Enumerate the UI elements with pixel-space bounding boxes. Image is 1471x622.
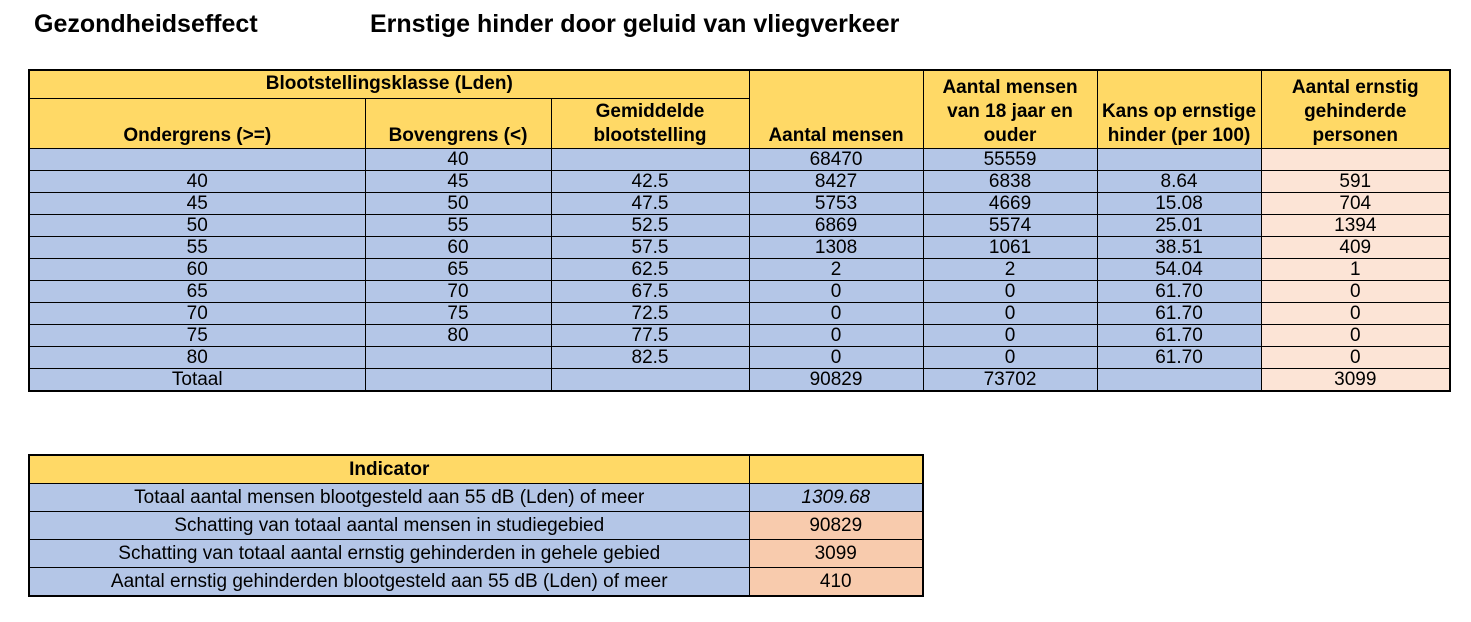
cell-gemiddelde (551, 148, 749, 170)
cell-ondergrens: 65 (29, 280, 365, 302)
cell-ondergrens: 75 (29, 324, 365, 346)
cell-gemiddelde: 72.5 (551, 302, 749, 324)
cell-ondergrens: 55 (29, 236, 365, 258)
cell-aantal18: 0 (923, 346, 1097, 368)
cell-gemiddelde: 57.5 (551, 236, 749, 258)
table-row (29, 324, 1450, 346)
cell-ernstig (1261, 148, 1450, 170)
cell-bovengrens: 45 (365, 170, 551, 192)
table-row (29, 148, 1450, 170)
cell-gemiddelde (551, 368, 749, 391)
cell-gemiddelde: 67.5 (551, 280, 749, 302)
cell-gemiddelde: 42.5 (551, 170, 749, 192)
cell-aantal18: 6838 (923, 170, 1097, 192)
indicator-label: Totaal aantal mensen blootgesteld aan 55 dB (Lden) of meer (29, 484, 749, 512)
cell-aantal18: 4669 (923, 192, 1097, 214)
header-bovengrens: Bovengrens (<) (365, 98, 551, 148)
cell-ernstig: 0 (1261, 324, 1450, 346)
cell-aantal: 90829 (749, 368, 923, 391)
cell-ernstig: 409 (1261, 236, 1450, 258)
cell-ernstig: 0 (1261, 280, 1450, 302)
header-ernstig: Aantal ernstig gehinderde personen (1261, 70, 1450, 148)
cell-aantal: 68470 (749, 148, 923, 170)
cell-ondergrens: 40 (29, 170, 365, 192)
cell-kans (1097, 368, 1261, 391)
cell-aantal18: 1061 (923, 236, 1097, 258)
indicator-value: 3099 (749, 540, 923, 568)
cell-ondergrens: 70 (29, 302, 365, 324)
indicator-label: Aantal ernstig gehinderden blootgesteld aan 55 dB (Lden) of meer (29, 568, 749, 597)
table-row (29, 192, 1450, 214)
cell-aantal: 0 (749, 324, 923, 346)
cell-kans: 61.70 (1097, 302, 1261, 324)
cell-total-label: Totaal (29, 368, 365, 391)
header-aantal-mensen: Aantal mensen (749, 70, 923, 148)
header-indicator-value (749, 455, 923, 484)
table-row (29, 280, 1450, 302)
cell-gemiddelde: 77.5 (551, 324, 749, 346)
cell-aantal: 8427 (749, 170, 923, 192)
cell-aantal18: 5574 (923, 214, 1097, 236)
cell-aantal18: 0 (923, 302, 1097, 324)
cell-aantal18: 2 (923, 258, 1097, 280)
cell-ondergrens: 80 (29, 346, 365, 368)
cell-aantal: 2 (749, 258, 923, 280)
cell-kans: 8.64 (1097, 170, 1261, 192)
cell-bovengrens: 65 (365, 258, 551, 280)
cell-kans: 54.04 (1097, 258, 1261, 280)
cell-bovengrens: 50 (365, 192, 551, 214)
cell-aantal: 0 (749, 280, 923, 302)
indicator-value: 90829 (749, 512, 923, 540)
indicator-row (29, 512, 923, 540)
header-ondergrens: Ondergrens (>=) (29, 98, 365, 148)
table-row (29, 258, 1450, 280)
cell-bovengrens: 70 (365, 280, 551, 302)
cell-bovengrens: 55 (365, 214, 551, 236)
title-effect-description: Ernstige hinder door geluid van vliegverkeer (370, 10, 900, 38)
cell-ernstig: 1 (1261, 258, 1450, 280)
cell-bovengrens: 80 (365, 324, 551, 346)
cell-aantal: 6869 (749, 214, 923, 236)
table-row (29, 214, 1450, 236)
cell-aantal: 0 (749, 302, 923, 324)
table-row (29, 302, 1450, 324)
cell-ernstig: 3099 (1261, 368, 1450, 391)
header-indicator: Indicator (29, 455, 749, 484)
cell-bovengrens: 60 (365, 236, 551, 258)
indicator-value: 1309.68 (749, 484, 923, 512)
cell-kans: 61.70 (1097, 280, 1261, 302)
cell-kans: 38.51 (1097, 236, 1261, 258)
header-aantal-18: Aantal mensen van 18 jaar en ouder (923, 70, 1097, 148)
cell-aantal18: 55559 (923, 148, 1097, 170)
exposure-table (28, 69, 1451, 392)
cell-ernstig: 591 (1261, 170, 1450, 192)
cell-ondergrens (29, 148, 365, 170)
cell-ernstig: 0 (1261, 346, 1450, 368)
table-row (29, 236, 1450, 258)
cell-aantal: 5753 (749, 192, 923, 214)
indicator-value: 410 (749, 568, 923, 597)
table-row-total (29, 368, 1450, 391)
indicator-label: Schatting van totaal aantal mensen in studiegebied (29, 512, 749, 540)
cell-ondergrens: 50 (29, 214, 365, 236)
cell-ernstig: 704 (1261, 192, 1450, 214)
indicator-row (29, 484, 923, 512)
cell-bovengrens (365, 368, 551, 391)
indicator-label: Schatting van totaal aantal ernstig gehinderden in gehele gebied (29, 540, 749, 568)
cell-bovengrens (365, 346, 551, 368)
cell-ernstig: 1394 (1261, 214, 1450, 236)
indicator-row (29, 540, 923, 568)
indicator-table (28, 454, 924, 597)
header-blootstellingsklasse: Blootstellingsklasse (Lden) (29, 70, 749, 98)
cell-gemiddelde: 82.5 (551, 346, 749, 368)
cell-gemiddelde: 47.5 (551, 192, 749, 214)
table-row (29, 346, 1450, 368)
title-gezondheidseffect: Gezondheidseffect (34, 10, 258, 38)
indicator-row (29, 568, 923, 597)
cell-bovengrens: 75 (365, 302, 551, 324)
cell-kans: 15.08 (1097, 192, 1261, 214)
cell-ondergrens: 60 (29, 258, 365, 280)
cell-ondergrens: 45 (29, 192, 365, 214)
cell-gemiddelde: 62.5 (551, 258, 749, 280)
cell-ernstig: 0 (1261, 302, 1450, 324)
cell-gemiddelde: 52.5 (551, 214, 749, 236)
cell-aantal: 1308 (749, 236, 923, 258)
cell-aantal18: 0 (923, 280, 1097, 302)
cell-aantal: 0 (749, 346, 923, 368)
cell-bovengrens: 40 (365, 148, 551, 170)
cell-aantal18: 0 (923, 324, 1097, 346)
header-gemiddelde: Gemiddelde blootstelling (551, 98, 749, 148)
cell-kans: 61.70 (1097, 324, 1261, 346)
cell-aantal18: 73702 (923, 368, 1097, 391)
cell-kans (1097, 148, 1261, 170)
cell-kans: 25.01 (1097, 214, 1261, 236)
table-row (29, 170, 1450, 192)
header-kans: Kans op ernstige hinder (per 100) (1097, 70, 1261, 148)
cell-kans: 61.70 (1097, 346, 1261, 368)
